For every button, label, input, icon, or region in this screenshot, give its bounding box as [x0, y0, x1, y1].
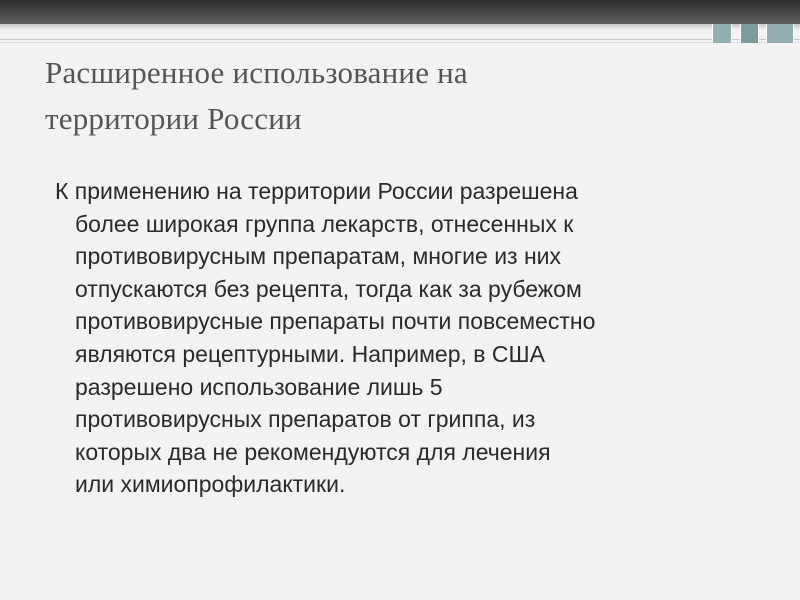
slide-body-text: [55, 175, 745, 501]
body-text-line: противовирусных препаратов от гриппа, из: [75, 406, 536, 433]
header-band-shadow: [0, 24, 800, 30]
body-text-line: К применению на территории России разрешена: [55, 178, 578, 204]
body-text-line: отпускаются без рецепта, тогда как за рубежом: [75, 275, 582, 302]
slide-title-line: территории России: [45, 101, 302, 136]
slide-title: [45, 50, 685, 142]
header-rule: [0, 39, 800, 40]
header-rule-secondary: [0, 42, 800, 43]
body-text-line: противовирусным препаратам, многие из них: [75, 243, 562, 270]
header-band: [0, 0, 800, 24]
body-text-line: которых два не рекомендуются для лечения: [75, 438, 551, 465]
body-text-line: являются рецептурными. Например, в США: [75, 340, 545, 367]
body-text-line: или химиопрофилактики.: [75, 471, 346, 498]
header-accent-block: [766, 24, 794, 43]
body-text-line: противовирусные препараты почти повсеместно: [75, 308, 596, 335]
body-text-line: разрешено использование лишь 5: [75, 373, 443, 400]
header-accent-block: [712, 24, 732, 43]
header-accent-block: [740, 24, 759, 43]
slide-title-line: Расширенное использование на: [45, 55, 468, 90]
body-text-line: более широкая группа лекарств, отнесенных к: [75, 210, 574, 237]
